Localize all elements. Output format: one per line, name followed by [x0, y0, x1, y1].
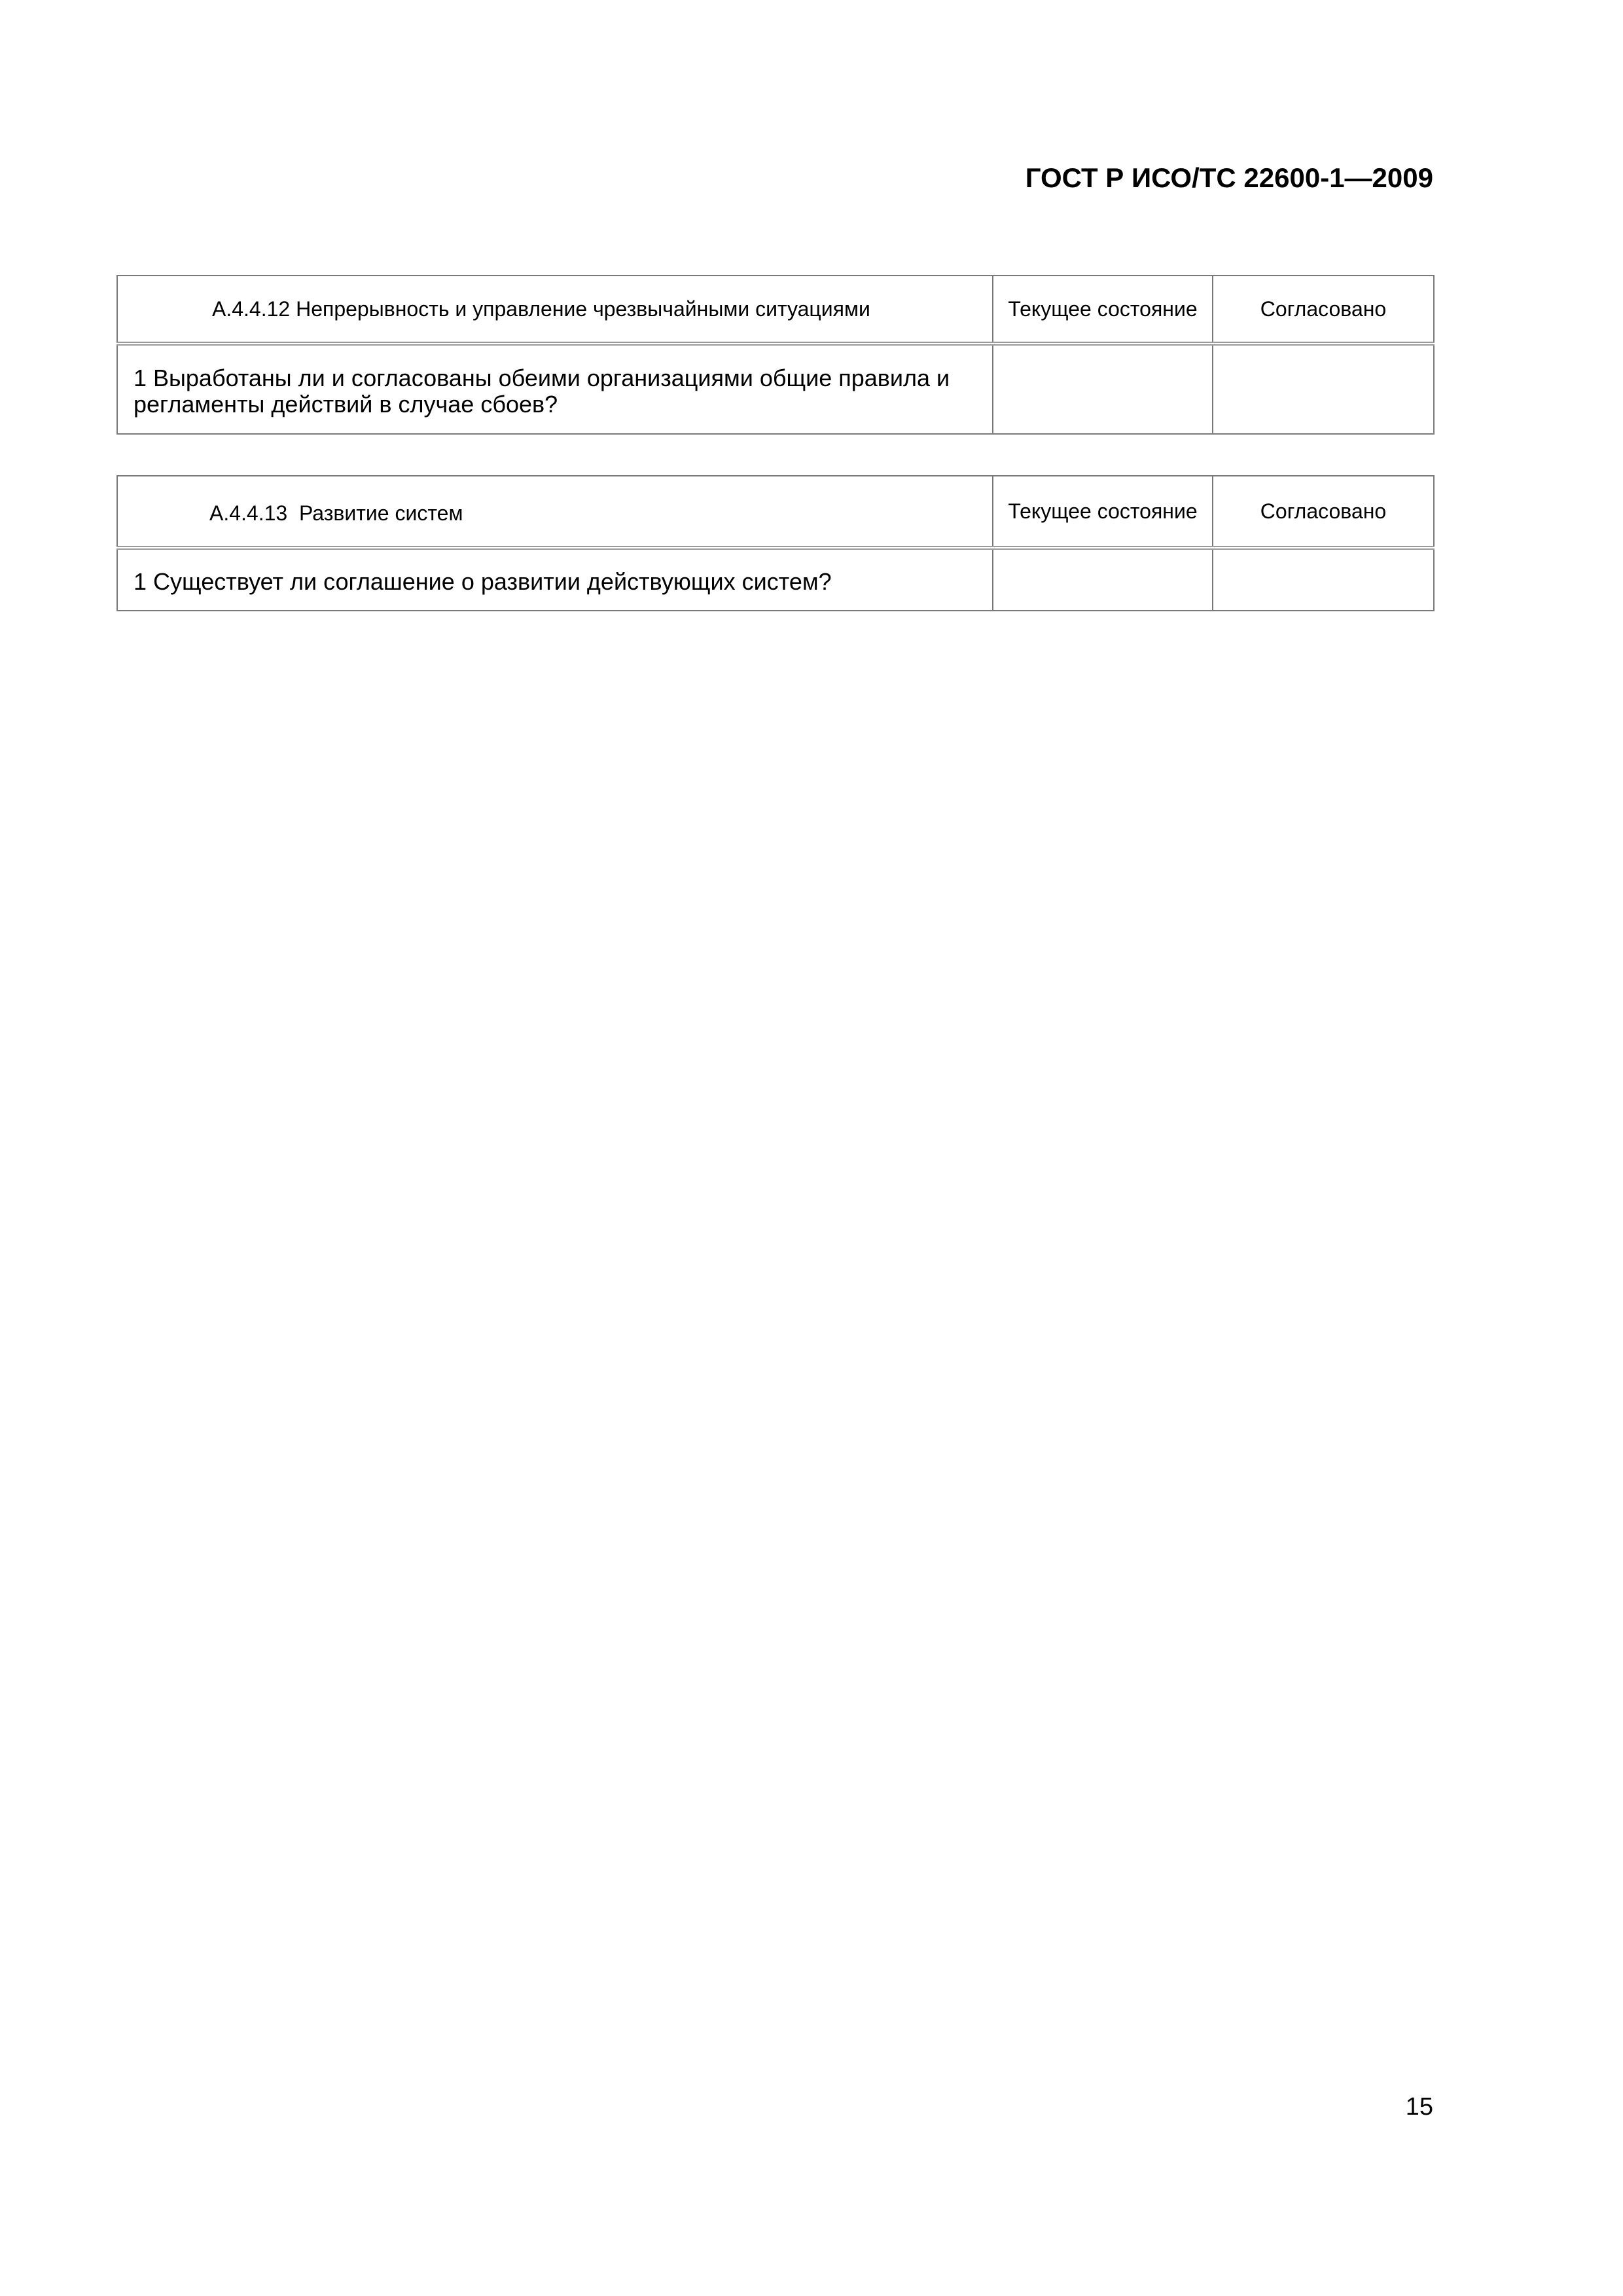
- agreed-cell[interactable]: [1213, 548, 1434, 611]
- table-row: [117, 344, 1434, 434]
- agreed-column-header: Согласовано: [1213, 476, 1434, 548]
- status-cell[interactable]: [993, 548, 1213, 611]
- question-cell: 1 Выработаны ли и согласованы обеими организациями общие правила и регламенты действий в случае сбоев?: [117, 344, 993, 434]
- table-header-row: [117, 476, 1434, 548]
- agreed-column-header: Согласовано: [1213, 276, 1434, 344]
- status-column-header: Текущее состояние: [993, 276, 1213, 344]
- table-row: [117, 548, 1434, 611]
- table-title-cell: А.4.4.13 Развитие систем: [117, 476, 993, 548]
- table-header-row: [117, 276, 1434, 344]
- checklist-table-system-development: [116, 475, 1435, 611]
- table-title-cell: А.4.4.12 Непрерывность и управление чрезвычайными ситуациями: [117, 276, 993, 344]
- question-cell: 1 Существует ли соглашение о развитии действующих систем?: [117, 548, 993, 611]
- agreed-cell[interactable]: [1213, 344, 1434, 434]
- checklist-table-continuity: [116, 275, 1435, 435]
- document-standard-id: ГОСТ Р ИСО/ТС 22600-1—2009: [1025, 162, 1433, 193]
- status-cell[interactable]: [993, 344, 1213, 434]
- page-number: 15: [1405, 2093, 1433, 2121]
- status-column-header: Текущее состояние: [993, 476, 1213, 548]
